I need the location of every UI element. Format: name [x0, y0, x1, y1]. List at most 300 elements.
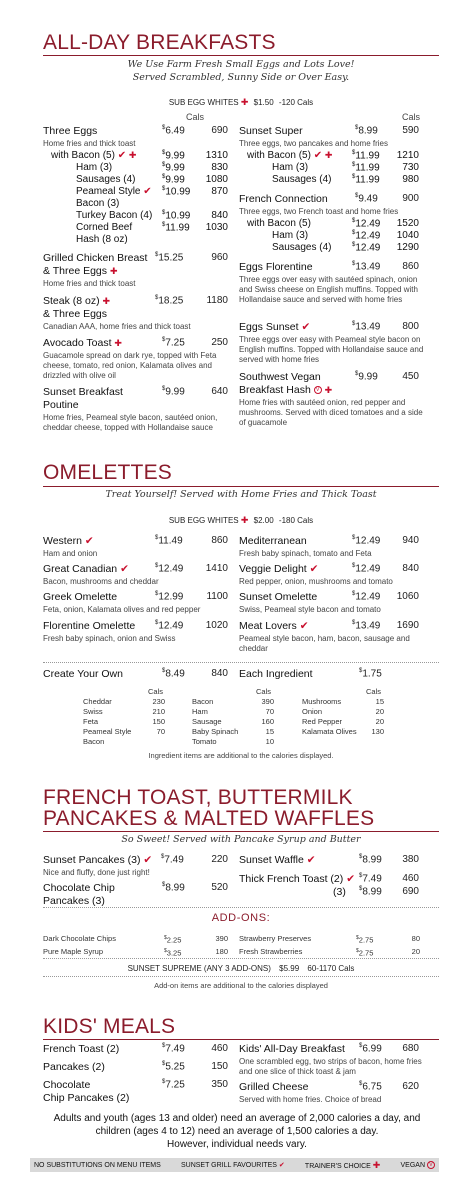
item-price: $1.75 [359, 668, 382, 680]
item-name: Kids' All-Day Breakfast [239, 1043, 345, 1055]
item-description: Three eggs, two pancakes and home fries [239, 139, 388, 148]
ingredient-cals: 15 [265, 727, 274, 736]
variant-with-bacon: with Bacon (5) ✔ ✚ [247, 150, 333, 161]
trainer-choice-icon: ✚ [240, 515, 249, 525]
item-name: Mediterranean [239, 535, 307, 547]
addon-name: Fresh Strawberries [239, 946, 303, 956]
vegan-icon: V [427, 1161, 435, 1169]
ingredient-name: Onion [302, 707, 323, 716]
item-cals: 960 [211, 252, 228, 263]
item-name: French Connection [239, 193, 328, 205]
item-price: $7.25 [162, 337, 185, 349]
legend-vegan: VEGAN V [401, 1161, 435, 1169]
item-description: Feta, onion, Kalamata olives and red pepper [43, 605, 201, 614]
item-price: $7.25 [162, 1079, 185, 1091]
variant-turkey-bacon: Turkey Bacon (4) [76, 210, 153, 221]
item-description: Peameal style bacon, ham, bacon, sausage and cheddar [239, 634, 410, 653]
item-description: Served with home fries. Choice of bread [239, 1095, 382, 1104]
item-cals: 250 [211, 337, 228, 348]
ingredient-row [302, 717, 384, 727]
ingredient-cals: 20 [375, 707, 384, 716]
item-cals: 860 [402, 261, 419, 272]
menu-item-kids-all-day-breakfast [239, 1043, 429, 1077]
ingredient-row [192, 727, 274, 737]
menu-item-french-connection [239, 193, 429, 217]
legend-trainers-choice: TRAINER'S CHOICE ✚ [304, 1159, 381, 1170]
ingredient-name: Red Pepper [302, 717, 343, 726]
item-description: Nice and fluffy, done just right! [43, 868, 150, 877]
item-name: Sunset Super [239, 125, 303, 137]
ingredient-cals: 70 [156, 727, 165, 736]
menu-item-avocado-toast [43, 337, 233, 381]
item-price: $12.99 [155, 591, 184, 603]
menu-item-vegan-hash [239, 371, 429, 428]
ingredient-cals-header: Cals [256, 687, 272, 696]
trainer-choice-icon: ✚ [240, 97, 249, 107]
ingredient-name: Cheddar [83, 697, 112, 706]
menu-item-greek-omelette [43, 591, 233, 615]
item-cals: 640 [211, 386, 228, 397]
addon-price: $2.75 [356, 935, 374, 945]
variant-cals: 1080 [205, 174, 228, 185]
item-name: Steak (8 oz) ✚ [43, 295, 111, 307]
item-cals: 150 [211, 1061, 228, 1072]
addon-cals: 80 [411, 934, 420, 943]
variant-price: $12.49 [352, 218, 381, 230]
menu-item-eggs-florentine [239, 261, 429, 305]
menu-item-veggie-delight [239, 563, 429, 587]
dotted-divider [43, 907, 439, 908]
trainer-choice-icon: ✚ [128, 150, 137, 160]
item-name-line2: Poutine [43, 399, 79, 411]
variant-price: $12.49 [352, 242, 381, 254]
addon-price: $3.25 [164, 947, 182, 957]
item-name-line2: Breakfast Hash V ✚ [239, 384, 333, 396]
variant-price: $11.99 [352, 174, 380, 186]
sub-cals: -120 Cals [278, 98, 314, 107]
ingredient-cals: 160 [261, 717, 274, 726]
item-description: Three eggs, two French toast and home fries [239, 207, 399, 216]
item-name: Western ✔ [43, 535, 94, 547]
addon-row [239, 946, 420, 959]
breakfast-tagline-1: We Use Farm Fresh Small Eggs and Lots Love! [127, 59, 355, 70]
favourite-check-icon: ✔ [143, 854, 153, 866]
favourite-check-icon: ✔ [306, 854, 316, 866]
variant-cals: 840 [211, 210, 228, 221]
legend-no-substitutions: NO SUBSTITUTIONS ON MENU ITEMS [34, 1161, 161, 1169]
item-description: Fresh baby spinach, tomato and Feta [239, 549, 372, 558]
item-description: Fresh baby spinach, onion and Swiss [43, 634, 176, 643]
item-description: One scrambled egg, two strips of bacon, home fries and one slice of thick toast & jam [239, 1057, 422, 1076]
item-name: Grilled Cheese [239, 1081, 309, 1093]
addon-price: $2.75 [356, 947, 374, 957]
item-price: $15.25 [155, 252, 184, 264]
item-description: Bacon, mushrooms and cheddar [43, 577, 159, 586]
menu-item-thick-french-toast [239, 873, 429, 899]
item-cals: 680 [402, 1043, 419, 1054]
ingredient-row [83, 727, 165, 737]
variant-cals: 1040 [396, 230, 419, 241]
variant-corned-beef: Corned Beef [76, 222, 133, 233]
variant-price: $11.99 [352, 162, 380, 174]
ingredient-row [83, 707, 165, 717]
item-price: $18.25 [155, 295, 184, 307]
item-price: $8.99 [162, 882, 185, 894]
addon-price: $2.25 [164, 935, 182, 945]
ingredient-row [302, 707, 384, 717]
ingredient-row [83, 697, 165, 707]
item-name: French Toast (2) [43, 1043, 120, 1055]
item-name: Sunset Breakfast [43, 386, 123, 398]
breakfast-tagline-2: Served Scrambled, Sunny Side or Over Easy. [132, 72, 350, 83]
ingredient-cals: 130 [371, 727, 384, 736]
item-price: $9.99 [355, 371, 378, 383]
item-price: $6.75 [359, 1081, 382, 1093]
menu-item-chocolate-chip-pancakes [43, 882, 233, 908]
item-cals: 860 [211, 535, 228, 546]
menu-item-meat-lovers [239, 620, 429, 654]
item-cals: 590 [402, 125, 419, 136]
item-name: Sunset Waffle ✔ [239, 854, 316, 866]
item-name: Great Canadian ✔ [43, 563, 129, 575]
item-cals: 620 [402, 1081, 419, 1092]
menu-item-florentine-omelette [43, 620, 233, 644]
item-cals: 800 [402, 321, 419, 332]
sub-label: SUB EGG WHITES [168, 98, 239, 107]
variant-sausages: Sausages (4) [76, 174, 136, 185]
item-description: Three eggs over easy with Peameal style bacon on English muffins. Topped with Hollandaise sauce and served with home fries [239, 335, 424, 364]
menu-item-sunset-waffle [239, 854, 429, 867]
ingredient-note: Ingredient items are additional to the calories displayed. [148, 751, 334, 760]
item-name: Thick French Toast (2) ✔ [239, 873, 355, 885]
trainer-choice-icon: ✚ [372, 1159, 381, 1170]
sub-price: $1.50 [253, 98, 274, 107]
ingredient-cals: 150 [152, 717, 165, 726]
item-price: $12.49 [352, 591, 381, 603]
ingredient-name: Ham [192, 707, 208, 716]
sub-egg-whites-omelettes: SUB EGG WHITES ✚ $2.00 -180 Cals [168, 515, 314, 525]
menu-item-kids-pancakes [43, 1061, 233, 1074]
addons-list-right [239, 933, 420, 958]
variant-cals: 1030 [205, 222, 228, 233]
ingredient-cals-header: Cals [366, 687, 382, 696]
ingredient-list-3 [302, 697, 384, 737]
calorie-disclaimer-3: However, individual needs vary. [167, 1139, 307, 1150]
addons-list-left [43, 933, 228, 958]
ingredient-name: Swiss [83, 707, 103, 716]
ingredient-cals: 210 [152, 707, 165, 716]
ingredient-list-2 [192, 697, 274, 747]
item-price: $13.49 [352, 321, 381, 333]
menu-item-three-eggs [43, 125, 233, 149]
favourite-check-icon: ✔ [117, 150, 127, 161]
item-description: Home fries and thick toast [43, 279, 136, 288]
cals-header: Cals [186, 112, 205, 122]
ingredient-row [192, 717, 274, 727]
item-name: Avocado Toast ✚ [43, 337, 122, 349]
ingredient-name: Bacon [192, 697, 214, 706]
item-description: Guacamole spread on dark rye, topped with Feta cheese, tomato, red onion, Kalamata olives and drizzled with olive oil [43, 351, 217, 380]
item-price: $7.49 [359, 873, 382, 885]
item-price: $13.49 [352, 261, 381, 273]
trainer-choice-icon: ✚ [114, 338, 122, 348]
ingredient-cals: 15 [375, 697, 384, 706]
item-cals-2: 690 [402, 886, 419, 897]
item-name: Meat Lovers ✔ [239, 620, 309, 632]
item-cals: 450 [402, 371, 419, 382]
favourite-check-icon: ✔ [313, 150, 323, 161]
item-cals: 900 [402, 193, 419, 204]
ingredient-row [302, 727, 384, 737]
item-price-2: $8.99 [359, 886, 382, 898]
legend-bar [30, 1158, 439, 1172]
addon-row [239, 933, 420, 946]
item-name: Eggs Sunset ✔ [239, 321, 311, 333]
ingredient-row [83, 717, 165, 727]
variant-cals: 1310 [205, 150, 228, 161]
item-cals: 1180 [206, 295, 228, 306]
variant-price: $9.99 [162, 174, 185, 186]
item-cals: 1410 [205, 563, 228, 574]
menu-item-kids-grilled-cheese [239, 1081, 429, 1105]
item-price: $7.49 [162, 1043, 185, 1055]
variant-cals: 1290 [396, 242, 419, 253]
favourite-check-icon: ✔ [84, 535, 94, 547]
addon-name: Strawberry Preserves [239, 934, 312, 943]
item-name: Grilled Chicken Breast [43, 252, 148, 264]
addons-title: ADD-ONS: [211, 912, 271, 924]
item-price: $8.99 [355, 125, 378, 137]
ingredient-cals: 20 [375, 717, 384, 726]
favourite-check-icon: ✔ [346, 873, 355, 885]
sub-egg-whites-breakfast [43, 97, 439, 108]
menu-item-kids-choc-pancakes [43, 1079, 233, 1105]
item-cals: 840 [402, 563, 419, 574]
legend-favourites: SUNSET GRILL FAVOURITES ✔ [180, 1162, 285, 1169]
ingredient-name: Baby Spinach [192, 727, 239, 736]
favourite-check-icon: ✔ [301, 321, 311, 333]
menu-item-western [43, 535, 233, 559]
item-qty-2: (3) [333, 886, 346, 898]
variant-with-bacon: with Bacon (5) ✔ ✚ [51, 150, 137, 161]
variant-peameal-line2: Bacon (3) [76, 198, 120, 209]
item-name: Pancakes (2) [43, 1061, 105, 1073]
section-divider [43, 486, 439, 487]
trainer-choice-icon: ✚ [324, 385, 333, 395]
item-name-line2: Pancakes (3) [43, 895, 105, 907]
ingredient-row [192, 737, 274, 747]
item-name: Sunset Omelette [239, 591, 318, 603]
item-price: $9.99 [162, 386, 185, 398]
item-cals: 460 [211, 1043, 228, 1054]
menu-item-sunset-super [239, 125, 429, 149]
variant-cals: 1520 [396, 218, 419, 229]
section-divider [43, 55, 439, 56]
variant-price: $11.99 [162, 222, 190, 234]
menu-item-sunset-omelette [239, 591, 429, 615]
item-cals: 1020 [205, 620, 228, 631]
item-name: Greek Omelette [43, 591, 118, 603]
ingredient-row [192, 707, 274, 717]
ingredient-name: Peameal Style [83, 727, 132, 736]
item-cals: 1060 [396, 591, 419, 602]
item-name: Florentine Omelette [43, 620, 136, 632]
dotted-divider [43, 958, 439, 959]
variant-price: $10.99 [162, 186, 191, 198]
item-cals: 840 [211, 668, 228, 679]
cals-header: Cals [402, 112, 421, 122]
ingredient-list-1 [83, 697, 165, 747]
item-name: Three Eggs [43, 125, 98, 137]
item-cals: 460 [402, 873, 419, 884]
trainer-choice-icon: ✚ [324, 150, 333, 160]
item-cals: 940 [402, 535, 419, 546]
item-price: $12.49 [352, 535, 381, 547]
item-price: $9.49 [355, 193, 378, 205]
item-price: $8.99 [359, 854, 382, 866]
calorie-disclaimer-1: Adults and youth (ages 13 and older) need an average of 2,000 calories a day, and [53, 1113, 421, 1124]
section-title-breakfasts: ALL-DAY BREAKFASTS [43, 31, 276, 54]
favourite-check-icon: ✔ [278, 1162, 285, 1169]
section-title-kids: KIDS' MEALS [43, 1015, 176, 1038]
menu-item-eggs-sunset [239, 321, 429, 365]
ingredient-name: Kalamata Olives [302, 727, 357, 736]
variant-sausages: Sausages (4) [272, 174, 332, 185]
variant-ham: Ham (3) [272, 230, 309, 241]
item-cals: 690 [211, 125, 228, 136]
ingredient-row [192, 697, 274, 707]
item-description: Home fries with sautéed onion, red pepper and mushrooms. Served with diced tomatoes and a side of guacamole [239, 398, 423, 427]
menu-item-breakfast-poutine [43, 386, 233, 433]
favourite-check-icon: ✔ [143, 186, 152, 197]
variant-price: $9.99 [162, 150, 185, 162]
variant-ham: Ham (3) [76, 162, 113, 173]
addon-cals: 390 [215, 934, 228, 943]
item-description: Canadian AAA, home fries and thick toast [43, 322, 191, 331]
variant-sausages: Sausages (4) [272, 242, 332, 253]
favourite-check-icon: ✔ [309, 563, 319, 575]
item-name: Veggie Delight ✔ [239, 563, 319, 575]
item-price: $13.49 [352, 620, 381, 632]
variant-cals: 830 [211, 162, 228, 173]
item-price: $12.49 [352, 563, 381, 575]
menu-item-sunset-pancakes [43, 854, 233, 878]
item-description: Home fries and thick toast [43, 139, 136, 148]
item-cals: 520 [211, 882, 228, 893]
ingredient-name: Feta [83, 717, 99, 726]
calorie-disclaimer-2: children (ages 4 to 12) need an average of 1,500 calories a day. [95, 1126, 379, 1137]
ingredient-cals-header: Cals [148, 687, 164, 696]
omelettes-tagline: Treat Yourself! Served with Home Fries and Thick Toast [105, 489, 377, 500]
ingredient-name: Sausage [192, 717, 222, 726]
menu-item-create-your-own [43, 668, 233, 681]
item-description: Red pepper, onion, mushrooms and tomato [239, 577, 393, 586]
item-price: $6.49 [162, 125, 185, 137]
variant-price: $12.49 [352, 230, 381, 242]
item-price: $12.49 [155, 620, 184, 632]
item-name: Eggs Florentine [239, 261, 313, 273]
variant-with-bacon: with Bacon (5) [247, 218, 311, 229]
item-name-line2: Chip Pancakes (2) [43, 1092, 130, 1104]
ingredient-cals: 10 [265, 737, 274, 746]
sunset-supreme: SUNSET SUPREME (ANY 3 ADD-ONS) $5.99 60-1170 Cals [127, 964, 355, 973]
ingredient-name: Tomato [192, 737, 217, 746]
section-divider [43, 1039, 439, 1040]
item-name-line2: & Three Eggs ✚ [43, 265, 118, 277]
favourite-check-icon: ✔ [120, 563, 129, 575]
ingredient-cals: 230 [152, 697, 165, 706]
menu-item-each-ingredient [239, 668, 429, 681]
variant-cals: 980 [402, 174, 419, 185]
item-description: Ham and onion [43, 549, 98, 558]
item-cals: 380 [402, 854, 419, 865]
trainer-choice-icon: ✚ [102, 296, 111, 306]
item-name: Chocolate [43, 1079, 91, 1091]
item-cals: 1100 [206, 591, 228, 602]
item-description: Swiss, Peameal style bacon and tomato [239, 605, 381, 614]
variant-cals: 1210 [396, 150, 419, 161]
dotted-divider [43, 662, 439, 663]
ingredient-row [302, 697, 384, 707]
variant-price: $9.99 [162, 162, 185, 174]
addon-row [43, 946, 228, 959]
item-name: Southwest Vegan [239, 371, 321, 383]
ingredient-name: Bacon [83, 737, 105, 746]
vegan-icon: V [314, 386, 322, 394]
ingredient-cals: 390 [261, 697, 274, 706]
variant-peameal: Peameal Style ✔ [76, 186, 152, 197]
section-title-pancakes-2: PANCAKES & MALTED WAFFLES [43, 807, 375, 830]
addon-note: Add-on items are additional to the calories displayed [154, 981, 328, 990]
menu-item-mediterranean [239, 535, 429, 559]
item-name: Chocolate Chip [43, 882, 115, 894]
item-price: $6.99 [359, 1043, 382, 1055]
item-cals: 1690 [396, 620, 419, 631]
item-name: Sunset Pancakes (3) ✔ [43, 854, 153, 866]
addon-cals: 20 [411, 946, 420, 956]
section-title-pancakes-1: FRENCH TOAST, BUTTERMILK [43, 786, 353, 809]
variant-price: $10.99 [162, 210, 191, 222]
item-price: $11.49 [155, 535, 183, 547]
variant-corned-beef-line2: Hash (8 oz) [76, 234, 128, 245]
variant-ham: Ham (3) [272, 162, 309, 173]
item-name: Create Your Own [43, 668, 123, 680]
item-price: $12.49 [155, 563, 184, 575]
dotted-divider [43, 976, 439, 977]
ingredient-row [83, 737, 165, 747]
item-name-line2: & Three Eggs [43, 308, 108, 320]
item-price: $5.25 [162, 1061, 185, 1073]
menu-item-steak [43, 295, 233, 332]
item-name: Each Ingredient [239, 668, 313, 680]
variant-cals: 730 [402, 162, 419, 173]
variant-cals: 870 [211, 186, 228, 197]
menu-item-great-canadian [43, 563, 233, 587]
addon-name: Dark Chocolate Chips [43, 934, 116, 943]
trainer-choice-icon: ✚ [109, 266, 118, 276]
item-price: $8.49 [162, 668, 185, 680]
variant-price: $11.99 [352, 150, 380, 162]
addon-row [43, 933, 228, 946]
item-cals: 350 [211, 1079, 228, 1090]
addon-cals: 180 [215, 946, 228, 956]
item-description: Home fries, Peameal style bacon, sautéed onion, cheddar cheese, topped with Hollandaise sauce [43, 413, 218, 432]
addon-name: Pure Maple Syrup [43, 946, 104, 956]
menu-item-kids-french-toast [43, 1043, 233, 1056]
menu-item-grilled-chicken [43, 252, 233, 289]
pancakes-tagline: So Sweet! Served with Pancake Syrup and Butter [121, 834, 361, 845]
section-title-omelettes: OMELETTES [43, 461, 172, 484]
